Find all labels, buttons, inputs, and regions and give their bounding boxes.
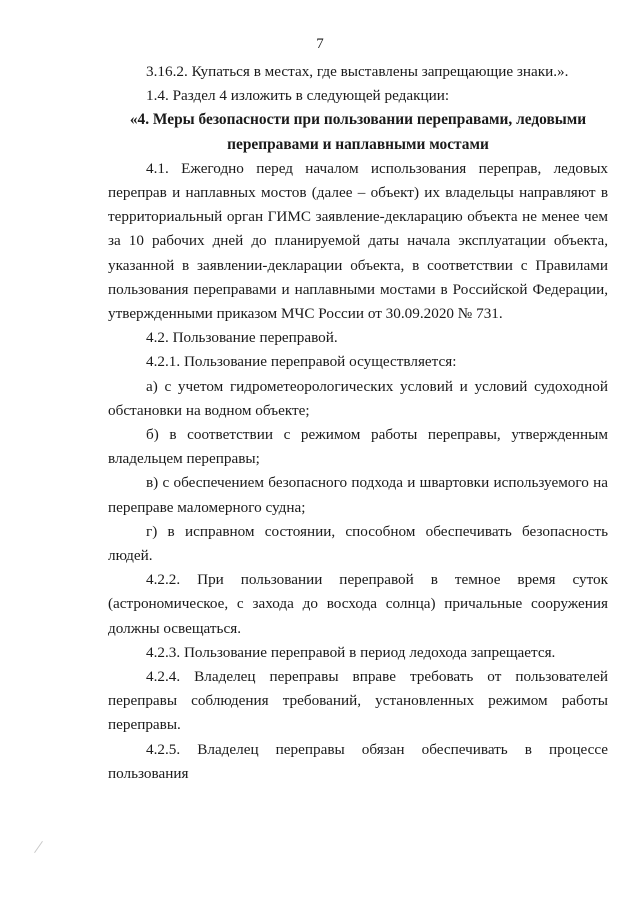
paragraph-4-2-2: 4.2.2. При пользовании переправой в темное время суток (астрономическое, с захода до восхода солнца) причальные сооружения должны освещаться.: [108, 571, 608, 637]
paragraph-1-4: 1.4. Раздел 4 изложить в следующей редакции:: [146, 87, 450, 105]
page-number: 7: [316, 36, 324, 52]
scan-artifact: [34, 841, 43, 853]
paragraph-4-2-5: 4.2.5. Владелец переправы обязан обеспечивать в процессе пользования: [108, 740, 608, 782]
document-body: [108, 60, 608, 786]
paragraph-4-2-3: 4.2.3. Пользование переправой в период ледохода запрещается.: [146, 643, 556, 661]
section-heading: «4. Меры безопасности при пользовании переправами, ледовыми переправами и наплавными мостами: [129, 111, 587, 153]
list-item-g: г) в исправном состоянии, способном обеспечивать безопасность людей.: [108, 522, 608, 565]
paragraph-4-2: 4.2. Пользование переправой.: [146, 329, 338, 347]
paragraph-4-1: 4.1. Ежегодно перед началом использования переправ, ледовых переправ и наплавных мостов (далее – объект) их владельцы направляют в территориальный орган ГИМС заявление-декларацию объекта не менее чем за 10 рабочих дней до планируемой даты начала эксплуатации объекта, указанной в заявлении-декларации объекта, в соответствии с Правилами пользования переправами и наплавными мостами в Российской Федерации, утвержденными приказом МЧС России от 30.09.2020 № 731.: [108, 159, 608, 323]
paragraph-3-16-2: 3.16.2. Купаться в местах, где выставлены запрещающие знаки.».: [146, 63, 569, 80]
list-item-v: в) с обеспечением безопасного подхода и швартовки используемого на переправе маломерного судна;: [108, 474, 608, 516]
paragraph-4-2-4: 4.2.4. Владелец переправы вправе требовать от пользователей переправы соблюдения требований, установленных режимом работы переправы.: [108, 668, 608, 734]
list-item-a: а) с учетом гидрометеорологических условий и условий судоходной обстановки на водном объекте;: [108, 377, 608, 419]
list-item-b: б) в соответствии с режимом работы переправы, утвержденным владельцем переправы;: [108, 426, 608, 468]
paragraph-4-2-1: 4.2.1. Пользование переправой осуществляется:: [146, 353, 457, 371]
